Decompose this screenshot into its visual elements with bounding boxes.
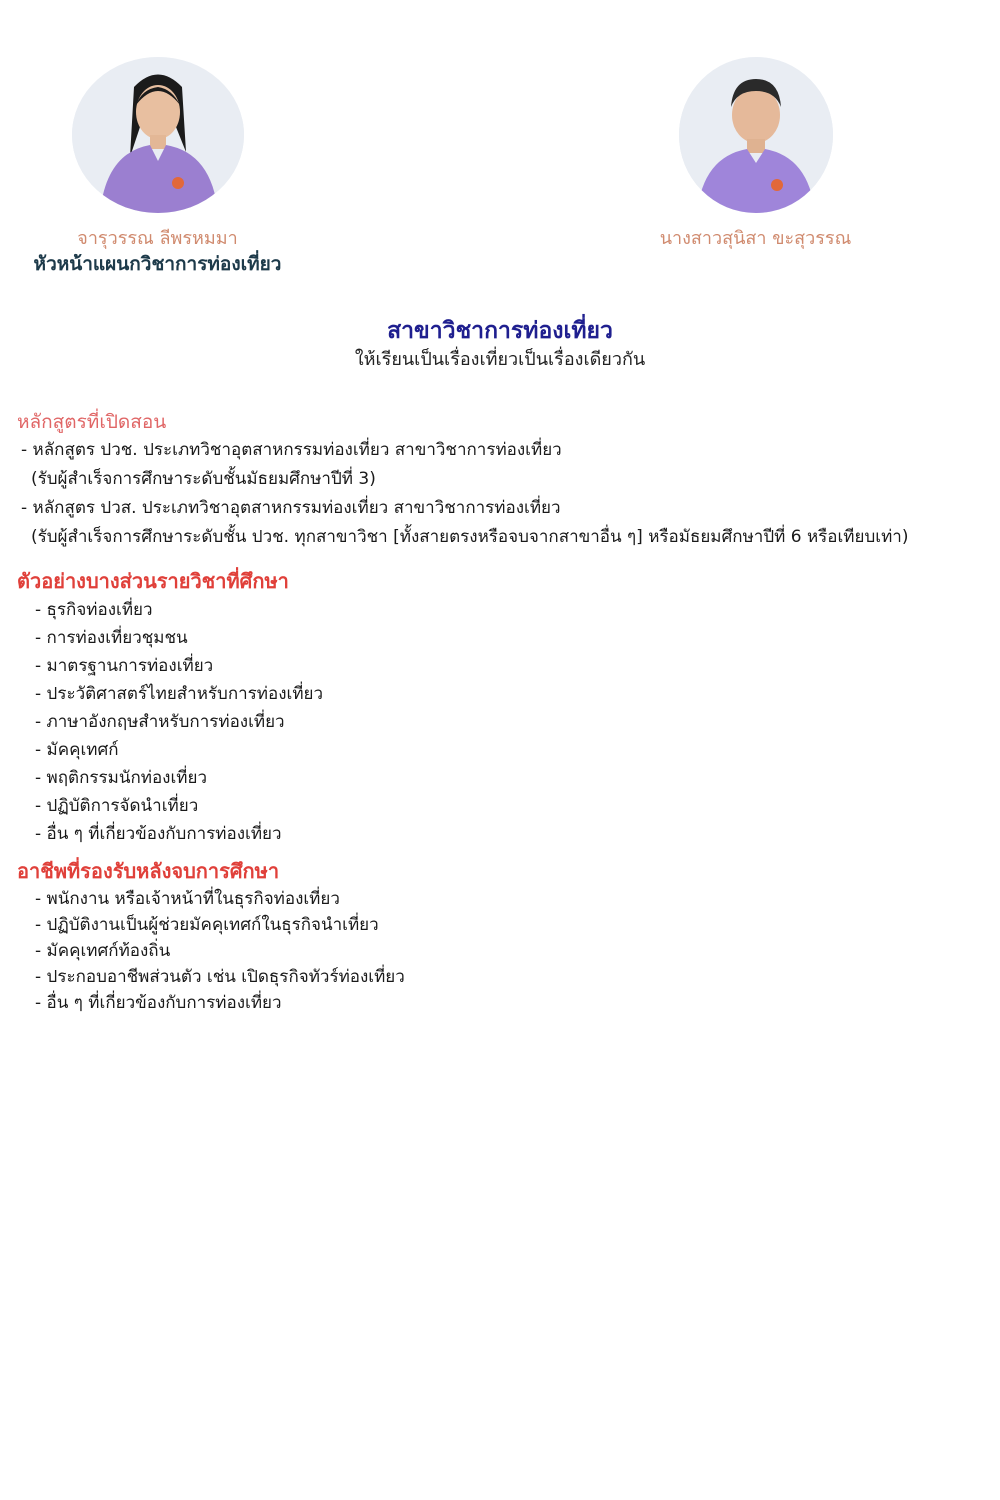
list-item: - พฤติกรรมนักท่องเที่ยว bbox=[35, 768, 207, 788]
subjects-heading: ตัวอย่างบางส่วนรายวิชาที่ศึกษา bbox=[17, 569, 289, 593]
list-item: - พนักงาน หรือเจ้าหน้าที่ในธุรกิจท่องเที่ยว bbox=[35, 889, 340, 909]
list-item: - ภาษาอังกฤษสำหรับการท่องเที่ยว bbox=[35, 712, 285, 732]
avatar bbox=[72, 57, 244, 213]
list-item: - มัคคุเทศก์ท้องถิ่น bbox=[35, 941, 171, 961]
curriculum-note: (รับผู้สำเร็จการศึกษาระดับชั้น ปวช. ทุกสาขาวิชา [ทั้งสายตรงหรือจบจากสาขาอื่น ๆ] หรือมัธยมศึกษาปีที่ 6 หรือเทียบเท่า) bbox=[31, 527, 909, 547]
person-photo-icon bbox=[679, 57, 833, 213]
curriculum-heading: หลักสูตรที่เปิดสอน bbox=[17, 411, 167, 433]
list-item: - ปฏิบัติการจัดนำเที่ยว bbox=[35, 796, 199, 816]
list-item: - มัคคุเทศก์ bbox=[35, 740, 119, 760]
list-item: - ธุรกิจท่องเที่ยว bbox=[35, 600, 153, 620]
careers-heading: อาชีพที่รองรับหลังจบการศึกษา bbox=[17, 859, 280, 883]
profile-card-left bbox=[20, 57, 295, 277]
list-item: - การท่องเที่ยวชุมชน bbox=[35, 628, 188, 648]
page-header bbox=[0, 315, 1000, 373]
page-subtitle: ให้เรียนเป็นเรื่องเที่ยวเป็นเรื่องเดียวกัน bbox=[354, 349, 646, 370]
curriculum-note: (รับผู้สำเร็จการศึกษาระดับชั้นมัธยมศึกษาปีที่ 3) bbox=[31, 469, 376, 489]
page-title: สาขาวิชาการท่องเที่ยว bbox=[387, 318, 613, 344]
list-item: - อื่น ๆ ที่เกี่ยวข้องกับการท่องเที่ยว bbox=[35, 993, 282, 1013]
avatar bbox=[679, 57, 833, 213]
list-item: - ปฏิบัติงานเป็นผู้ช่วยมัคคุเทศก์ในธุรกิจนำเที่ยว bbox=[35, 915, 379, 935]
main-content bbox=[17, 408, 987, 1016]
profile-name: นางสาวสุนิสา ขะสุวรรณ bbox=[659, 228, 852, 249]
profile-name: จารุวรรณ ลีพรหมมา bbox=[77, 228, 238, 249]
person-photo-icon bbox=[72, 57, 244, 213]
profile-card-right bbox=[618, 57, 893, 251]
list-item: - ประวัติศาสตร์ไทยสำหรับการท่องเที่ยว bbox=[35, 684, 324, 704]
curriculum-item: - หลักสูตร ปวช. ประเภทวิชาอุตสาหกรรมท่องเที่ยว สาขาวิชาการท่องเที่ยว bbox=[21, 440, 562, 460]
list-item: - มาตรฐานการท่องเที่ยว bbox=[35, 656, 214, 676]
list-item: - ประกอบอาชีพส่วนตัว เช่น เปิดธุรกิจทัวร์ท่องเที่ยว bbox=[35, 967, 405, 987]
curriculum-item: - หลักสูตร ปวส. ประเภทวิชาอุตสาหกรรมท่องเที่ยว สาขาวิชาการท่องเที่ยว bbox=[21, 498, 561, 518]
list-item: - อื่น ๆ ที่เกี่ยวข้องกับการท่องเที่ยว bbox=[35, 824, 282, 844]
profile-role: หัวหน้าแผนกวิชาการท่องเที่ยว bbox=[33, 253, 282, 275]
